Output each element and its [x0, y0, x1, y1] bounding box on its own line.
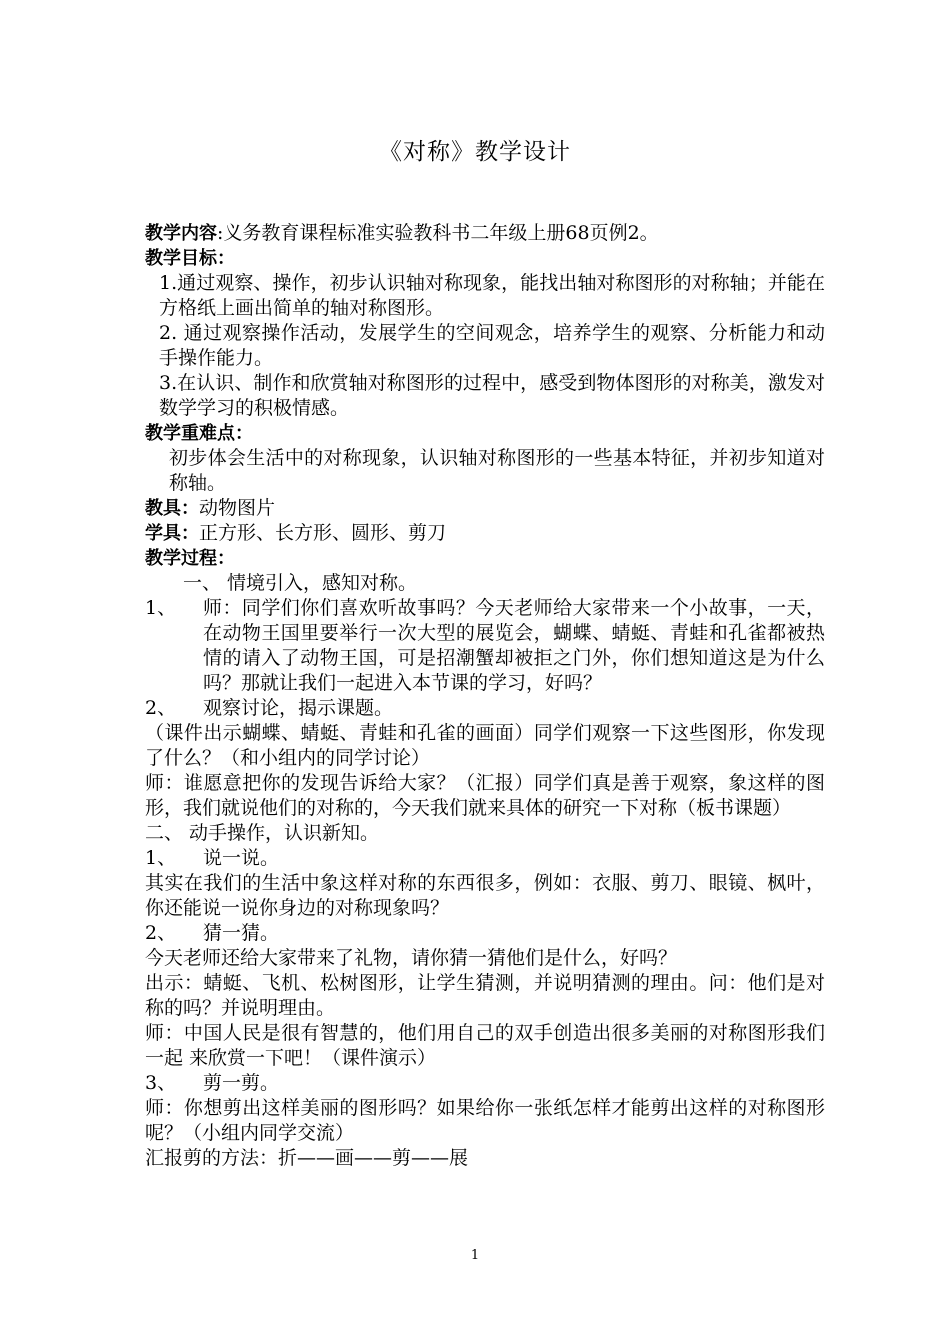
- teaching-aids-line: 教具：动物图片: [145, 497, 276, 519]
- objectives-heading: 教学目标：: [145, 248, 235, 269]
- item-number: 2、: [145, 922, 177, 944]
- section-heading-1: 一、 情境引入，感知对称。: [183, 572, 418, 594]
- page-number: 1: [470, 1248, 480, 1263]
- objective-item: 3.在认识、制作和欣赏轴对称图形的过程中，感受到物体图形的对称美，激发对数学学习的积极情感。: [159, 372, 825, 419]
- item-text: 观察讨论，揭示课题。: [203, 697, 394, 719]
- numbered-item: [145, 1071, 825, 1096]
- item-number: 1、: [145, 847, 177, 869]
- item-number: 1、: [145, 597, 177, 619]
- paragraph: 今天老师还给大家带来了礼物，请你猜一猜他们是什么，好吗？: [145, 947, 678, 969]
- paragraph: 出示：蜻蜓、飞机、松树图形，让学生猜测，并说明猜测的理由。问：他们是对称的吗？并说明理由。: [145, 972, 825, 1019]
- objective-item: 1.通过观察、操作，初步认识轴对称现象，能找出轴对称图形的对称轴；并能在方格纸上画出简单的轴对称图形。: [159, 272, 825, 319]
- item-text: 说一说。: [203, 847, 280, 869]
- learning-aids-text: 正方形、长方形、圆形、剪刀: [199, 522, 447, 544]
- document-body: [145, 221, 825, 1171]
- item-text: 猜一猜。: [203, 922, 280, 944]
- numbered-item: [145, 596, 825, 696]
- teaching-content-line: [145, 221, 825, 246]
- teaching-content-text: :义务教育课程标准实验教科书二年级上册68页例2。: [217, 222, 659, 244]
- objective-item: 2. 通过观察操作活动，发展学生的空间观念，培养学生的观察、分析能力和动手操作能力。: [159, 322, 825, 369]
- item-number: 2、: [145, 697, 177, 719]
- paragraph: （课件出示蝴蝶、蜻蜓、青蛙和孔雀的画面）同学们观察一下这些图形，你发现了什么？（和小组内的同学讨论）: [145, 722, 825, 769]
- paragraph: 师：你想剪出这样美丽的图形吗？如果给你一张纸怎样才能剪出这样的对称图形呢？（小组内同学交流）: [145, 1097, 825, 1144]
- paragraph: 师：谁愿意把你的发现告诉给大家？（汇报）同学们真是善于观察，象这样的图形，我们就说他们的对称的，今天我们就来具体的研究一下对称（板书课题）: [145, 772, 825, 819]
- keypoints-heading: 教学重难点：: [145, 423, 253, 444]
- paragraph: 师：中国人民是很有智慧的，他们用自己的双手创造出很多美丽的对称图形我们一起 来欣赏一下吧！（课件演示）: [145, 1022, 825, 1069]
- keypoints-text: 初步体会生活中的对称现象，认识轴对称图形的一些基本特征，并初步知道对称轴。: [169, 447, 825, 494]
- item-text: 师：同学们你们喜欢听故事吗？今天老师给大家带来一个小故事，一天，在动物王国里要举行一次大型的展览会，蝴蝶、蜻蜓、青蛙和孔雀都被热情的请入了动物王国，可是招潮蟹却被拒之门外，你们想知道这是为什么吗？那就让我们一起进入本节课的学习，好吗？: [203, 597, 825, 694]
- numbered-item: [145, 921, 825, 946]
- paragraph: 其实在我们的生活中象这样对称的东西很多，例如：衣服、剪刀、眼镜、枫叶，你还能说一说你身边的对称现象吗？: [145, 872, 825, 919]
- teaching-content-label: 教学内容: [145, 223, 217, 244]
- item-text: 剪一剪。: [203, 1072, 280, 1094]
- teaching-aids-text: 动物图片: [199, 497, 276, 519]
- process-heading: 教学过程：: [145, 548, 235, 569]
- numbered-item: [145, 696, 825, 721]
- numbered-item: [145, 846, 825, 871]
- section-heading-2: 二、 动手操作，认识新知。: [145, 822, 380, 844]
- document-title: 《对称》教学设计: [379, 139, 571, 165]
- item-number: 3、: [145, 1072, 177, 1094]
- learning-aids-line: 学具：正方形、长方形、圆形、剪刀: [145, 522, 447, 544]
- paragraph: 汇报剪的方法：折——画——剪——展: [145, 1147, 469, 1169]
